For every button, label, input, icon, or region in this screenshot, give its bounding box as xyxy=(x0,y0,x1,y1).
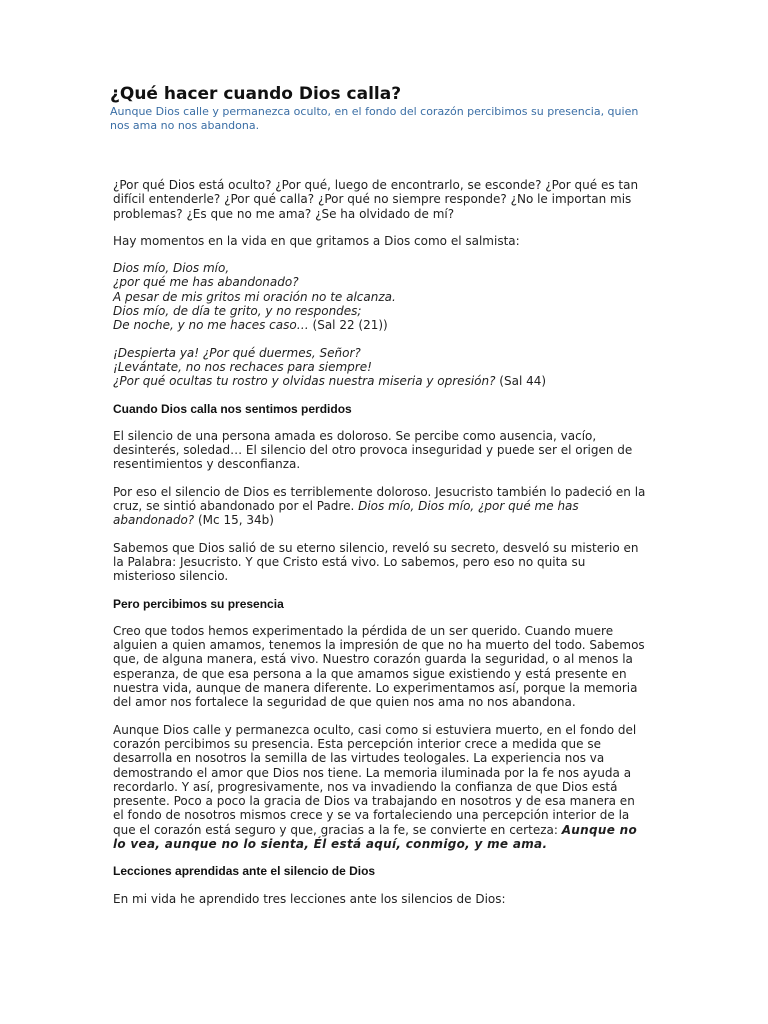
paragraph-silencio-amada: El silencio de una persona amada es doloroso. Se percibe como ausencia, vacío, desinterés, soledad… El silencio del otro provoca inseguridad y puede ser el origen de resentimientos y desconfianza. xyxy=(113,428,633,472)
section-heading-lecciones: Lecciones aprendidas ante el silencio de Dios xyxy=(113,864,376,879)
paragraph-lecciones-intro: En mi vida he aprendido tres lecciones ante los silencios de Dios: xyxy=(113,891,506,906)
psalm-quote-22 xyxy=(113,261,648,332)
psalm-line: ¡Despierta ya! ¿Por qué duermes, Señor? xyxy=(113,345,361,360)
gospel-reference: (Mc 15, 34b) xyxy=(194,513,274,528)
psalm-quote-44 xyxy=(113,346,648,389)
section-heading-presencia: Pero percibimos su presencia xyxy=(113,596,284,611)
section-heading-perdidos: Cuando Dios calla nos sentimos perdidos xyxy=(113,401,352,416)
paragraph-psalmist-intro: Hay momentos en la vida en que gritamos a Dios como el salmista: xyxy=(113,233,520,248)
psalm-line: ¡Levántate, no nos rechaces para siempre! xyxy=(113,359,372,374)
psalm-line-last xyxy=(113,374,648,388)
psalm-reference: (Sal 22 (21)) xyxy=(308,318,388,333)
psalm-line-last xyxy=(113,318,648,332)
paragraph-palabra: Sabemos que Dios salió de su eterno silencio, reveló su secreto, desveló su misterio en la Palabra: Jesucristo. Y que Cristo está vivo. Lo sabemos, pero eso no quita su misterioso silencio. xyxy=(113,540,639,584)
paragraph-percepcion xyxy=(113,723,648,852)
psalm-line: De noche, y no me haces caso… xyxy=(113,318,309,333)
paragraph-silencio-dios xyxy=(113,485,648,528)
paragraph-perdida: Creo que todos hemos experimentado la pérdida de un ser querido. Cuando muere alguien a quien amamos, tenemos la impresión de que no ha muerto del todo. Sabemos que, de alguna manera, está vivo. Nuestro corazón guarda la seguridad, o al menos la esperanza, de que esa persona a la que amamos sigue existiendo y está presente en nuestra vida, aunque de manera diferente. Lo experimentamos así, porque la memoria del amor nos fortalece la seguridad de que quien nos ama no nos abandona. xyxy=(113,623,645,710)
page-subtitle: Aunque Dios calle y permanezca oculto, en el fondo del corazón percibimos su presencia, quien nos ama no nos abandona. xyxy=(110,105,639,132)
paragraph-text: Por eso el silencio de Dios es terriblemente doloroso. Jesucristo también lo padeció en la cruz, se sintió abandonado por el Padre. xyxy=(113,484,646,514)
psalm-line: A pesar de mis gritos mi oración no te alcanza. xyxy=(113,289,396,304)
gospel-quote: Dios mío, Dios mío, ¿por qué me has abandonado? xyxy=(113,499,579,528)
paragraph-text: Aunque Dios calle y permanezca oculto, casi como si estuviera muerto, en el fondo del corazón percibimos su presencia. Esta percepción interior crece a medida que se desarrolla en nosotros la semilla de las virtudes teologales. La experiencia nos va demostrando el amor que Dios nos tiene. La memoria iluminada por la fe nos ayuda a recordarlo. Y así, progresivamente, nos va invadiendo la confianza de que Dios está presente. Poco a poco la gracia de Dios va trabajando en nosotros y de esa manera en el fondo de nosotros mismos crece y se va fortaleciendo una percepción interior de la que el corazón está seguro y que, gracias a la fe, se convierte en certeza: xyxy=(113,722,637,837)
page-title: ¿Qué hacer cuando Dios calla? xyxy=(110,84,402,104)
article-body xyxy=(113,178,648,919)
psalm-reference: (Sal 44) xyxy=(495,374,547,389)
emphasis-text: Aunque no lo vea, aunque no lo sienta, Él está aquí, conmigo, y me ama. xyxy=(113,822,638,851)
psalm-line: ¿por qué me has abandonado? xyxy=(113,275,299,290)
paragraph-questions: ¿Por qué Dios está oculto? ¿Por qué, luego de encontrarlo, se esconde? ¿Por qué es tan difícil entenderle? ¿Por qué calla? ¿Por qué no siempre responde? ¿No le importan mis problemas? ¿Es que no me ama? ¿Se ha olvidado de mí? xyxy=(113,178,639,221)
psalm-line: Dios mío, Dios mío, xyxy=(113,261,230,276)
psalm-line: ¿Por qué ocultas tu rostro y olvidas nuestra miseria y opresión? xyxy=(113,374,496,389)
psalm-line: Dios mío, de día te grito, y no respondes; xyxy=(113,304,362,319)
